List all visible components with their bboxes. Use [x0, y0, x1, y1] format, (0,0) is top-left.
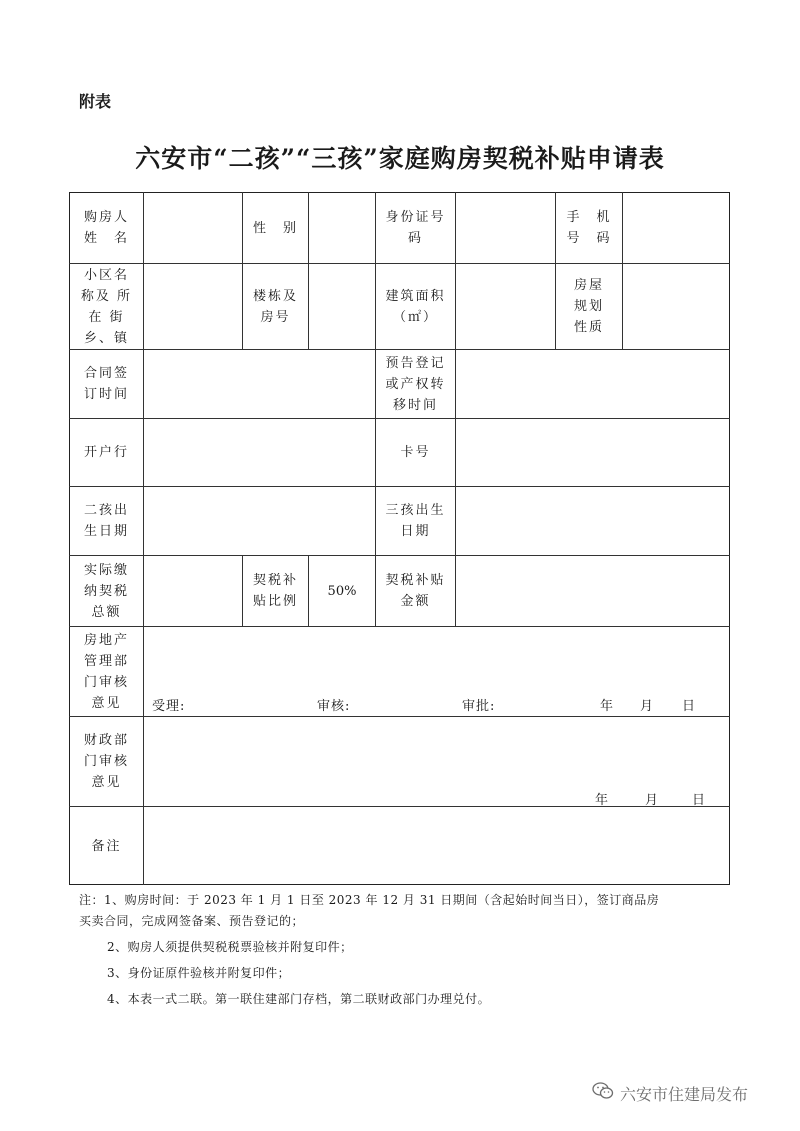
date-year: 年 — [600, 699, 615, 714]
note-line: 2、购房人须提供契税税票验核并附复印件； — [107, 940, 353, 954]
buyer-name-label: 购房人 姓 名 — [83, 210, 129, 246]
row-divider — [69, 716, 730, 717]
approve-label: 审批: — [462, 699, 496, 714]
date-day: 日 — [682, 699, 697, 714]
subsidy-amount-label: 契税补贴 金额 — [385, 573, 446, 609]
column-divider — [143, 192, 144, 885]
third-child-birth-label: 三孩出生 日期 — [385, 503, 446, 539]
audit-label: 审核: — [317, 699, 351, 714]
attachment-label: 附表 — [79, 92, 112, 111]
column-divider — [308, 192, 309, 349]
row-divider — [69, 806, 730, 807]
accept-label: 受理: — [152, 699, 186, 714]
gender-label: 性 别 — [252, 220, 298, 236]
bank-label: 开户行 — [83, 445, 129, 460]
column-divider — [455, 192, 456, 626]
building-label: 楼栋及 房号 — [252, 288, 298, 325]
date-month: 月 — [640, 699, 655, 714]
row-divider — [69, 626, 730, 627]
area-label: 建筑面积 （㎡） — [385, 288, 446, 325]
note-line: 买卖合同，完成网签备案、预告登记的； — [79, 914, 305, 928]
realestate-review-label: 房地产 管理部 门审核 意见 — [83, 632, 129, 711]
column-divider — [622, 192, 623, 349]
note-line: 注：1、购房时间：于 2023 年 1 月 1 日至 2023 年 12 月 31 日期间（含起始时间当日），签订商品房 — [79, 893, 660, 907]
remarks-label: 备注 — [91, 838, 122, 854]
notes-block — [79, 890, 734, 1010]
subsidy-ratio-value: 50% — [327, 583, 357, 599]
planning-nature-label: 房屋 规划 性质 — [573, 278, 604, 335]
subsidy-ratio-label: 契税补 贴比例 — [252, 573, 298, 609]
second-child-birth-label: 二孩出 生日期 — [83, 503, 129, 539]
note-line: 3、身份证原件验核并附复印件； — [107, 966, 291, 980]
date-month: 月 — [645, 793, 660, 808]
form-title: 六安市“二孩”“三孩”家庭购房契税补贴申请表 — [135, 144, 665, 173]
registration-time-label: 预告登记 或产权转 移时间 — [385, 355, 446, 413]
phone-label: 手 机 号 码 — [566, 210, 612, 246]
card-number-label: 卡号 — [400, 445, 431, 460]
watermark — [592, 1081, 748, 1105]
date-year: 年 — [595, 793, 610, 808]
id-number-label: 身份证号 码 — [385, 210, 446, 246]
community-label: 小区名 称及 所 在 街 乡、镇 — [80, 267, 133, 346]
tax-paid-label: 实际缴 纳契税 总额 — [83, 562, 129, 620]
date-day: 日 — [692, 793, 707, 808]
watermark-text: 六安市住建局发布 — [620, 1084, 749, 1104]
note-line: 4、本表一式二联。第一联住建部门存档，第二联财政部门办理兑付。 — [107, 992, 491, 1006]
finance-review-label: 财政部 门审核 意见 — [83, 733, 129, 790]
contract-time-label: 合同签 订时间 — [83, 366, 129, 402]
wechat-icon — [592, 1081, 620, 1105]
